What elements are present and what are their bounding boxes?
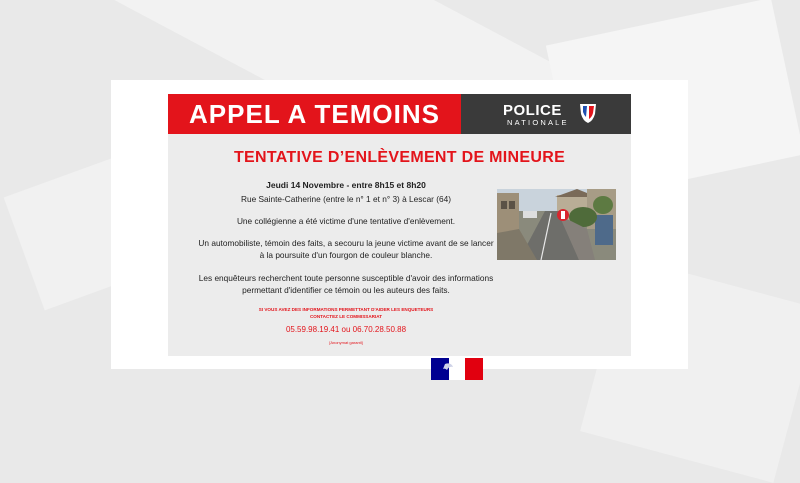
street-photo: [497, 189, 616, 260]
paragraph-appeal-1: Les enquêteurs recherchent toute personne susceptible d'avoir des informations: [198, 273, 494, 283]
appeal-poster: [111, 80, 688, 369]
incident-date: Jeudi 14 Novembre: [266, 180, 345, 190]
paragraph-witness-1: Un automobiliste, témoin des faits, a secouru la jeune victime avant de se lancer: [198, 238, 494, 248]
poster-subtitle: TENTATIVE D’ENLÈVEMENT DE MINEURE: [233, 149, 566, 166]
contact-phones: 05.59.98.19.41 ou 06.70.28.50.88: [285, 325, 407, 334]
police-brand: [461, 94, 631, 134]
incident-time: - entre 8h15 et 8h20: [344, 180, 426, 190]
contact-instruction: CONTACTEZ LE COMMISSARIAT: [309, 314, 383, 319]
paragraph-appeal-2: permettant d'identifier ce témoin ou les auteurs des faits.: [242, 285, 450, 295]
marianne-logo-icon: [431, 358, 483, 380]
paragraph-witness-2: à la poursuite d'un fourgon de couleur blanche.: [259, 250, 433, 260]
paragraph-victim: Une collégienne a été victime d'une tentative d'enlèvement.: [236, 216, 456, 226]
incident-address: Rue Sainte-Catherine (entre le n° 1 et n° 3) à Lescar (64): [240, 194, 452, 204]
contact-intro: SI VOUS AVEZ DES INFORMATIONS PERMETTANT D'AIDER LES ENQUETEURS: [258, 307, 434, 312]
poster-title: APPEL A TEMOINS: [168, 94, 461, 134]
poster-panel: [168, 94, 631, 356]
anonymity-tag: [Anonymat garanti]: [329, 340, 363, 345]
brand-nationale: NATIONALE: [507, 118, 569, 127]
brand-police: POLICE: [503, 102, 562, 119]
police-nationale-logo-icon: [578, 102, 598, 124]
incident-datetime: [168, 180, 524, 190]
